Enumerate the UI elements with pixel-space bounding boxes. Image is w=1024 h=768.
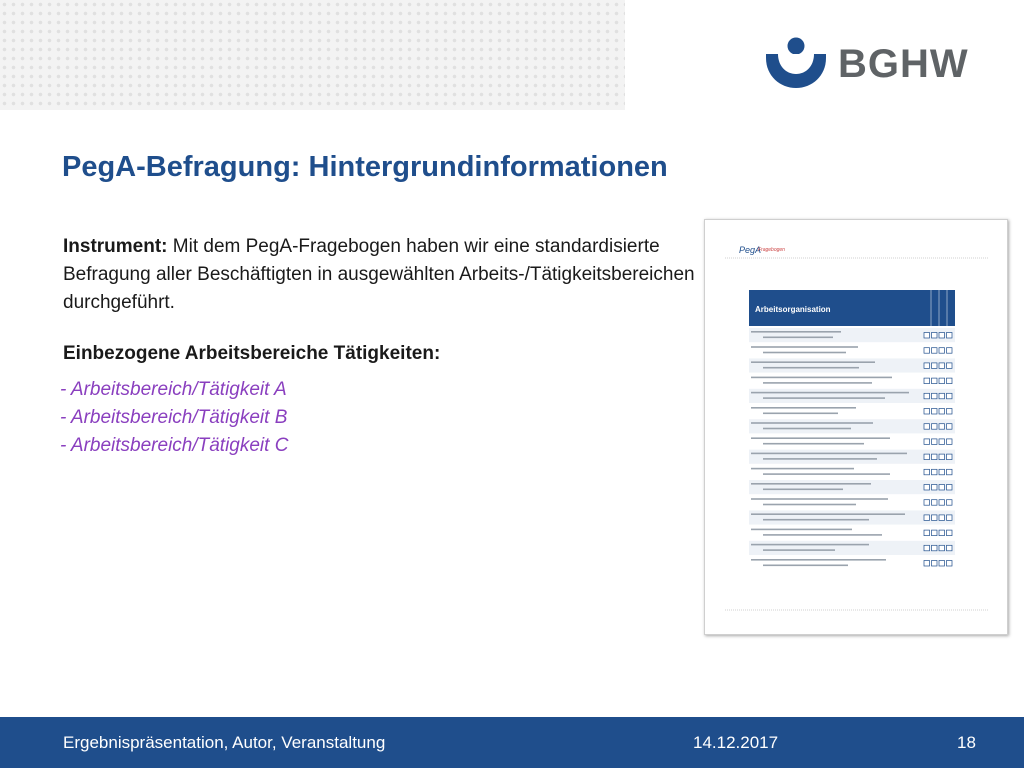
logo-text: BGHW bbox=[838, 42, 969, 86]
footer-page-number: 18 bbox=[957, 733, 976, 752]
footer-date: 14.12.2017 bbox=[693, 733, 779, 752]
areas-heading: Einbezogene Arbeitsbereiche Tätigkeiten: bbox=[63, 343, 441, 364]
page-title: PegA-Befragung: Hintergrundinformationen bbox=[62, 151, 668, 183]
questionnaire-section-title: Arbeitsorganisation bbox=[755, 305, 831, 314]
questionnaire-page-image bbox=[705, 220, 1007, 634]
areas-list bbox=[60, 376, 288, 460]
instrument-text: Mit dem PegA-Fragebogen haben wir eine standardisierte Befragung aller Beschäftigten in ausgewählten Arbeits-/Tätigkeitsbereichen durchgeführt. bbox=[63, 236, 695, 313]
instrument-label: Instrument: bbox=[63, 236, 168, 257]
questionnaire-logo: PegA bbox=[739, 245, 762, 255]
questionnaire-logo-sub: Fragebogen bbox=[758, 247, 785, 253]
list-item: - Arbeitsbereich/Tätigkeit A bbox=[60, 379, 287, 400]
instrument-paragraph bbox=[63, 233, 703, 317]
list-item: - Arbeitsbereich/Tätigkeit B bbox=[60, 407, 288, 428]
header-dot-pattern bbox=[0, 0, 625, 110]
list-item: - Arbeitsbereich/Tätigkeit C bbox=[60, 435, 289, 456]
questionnaire-preview bbox=[704, 219, 1008, 635]
footer-event: Ergebnispräsentation, Autor, Veranstaltung bbox=[63, 733, 386, 752]
